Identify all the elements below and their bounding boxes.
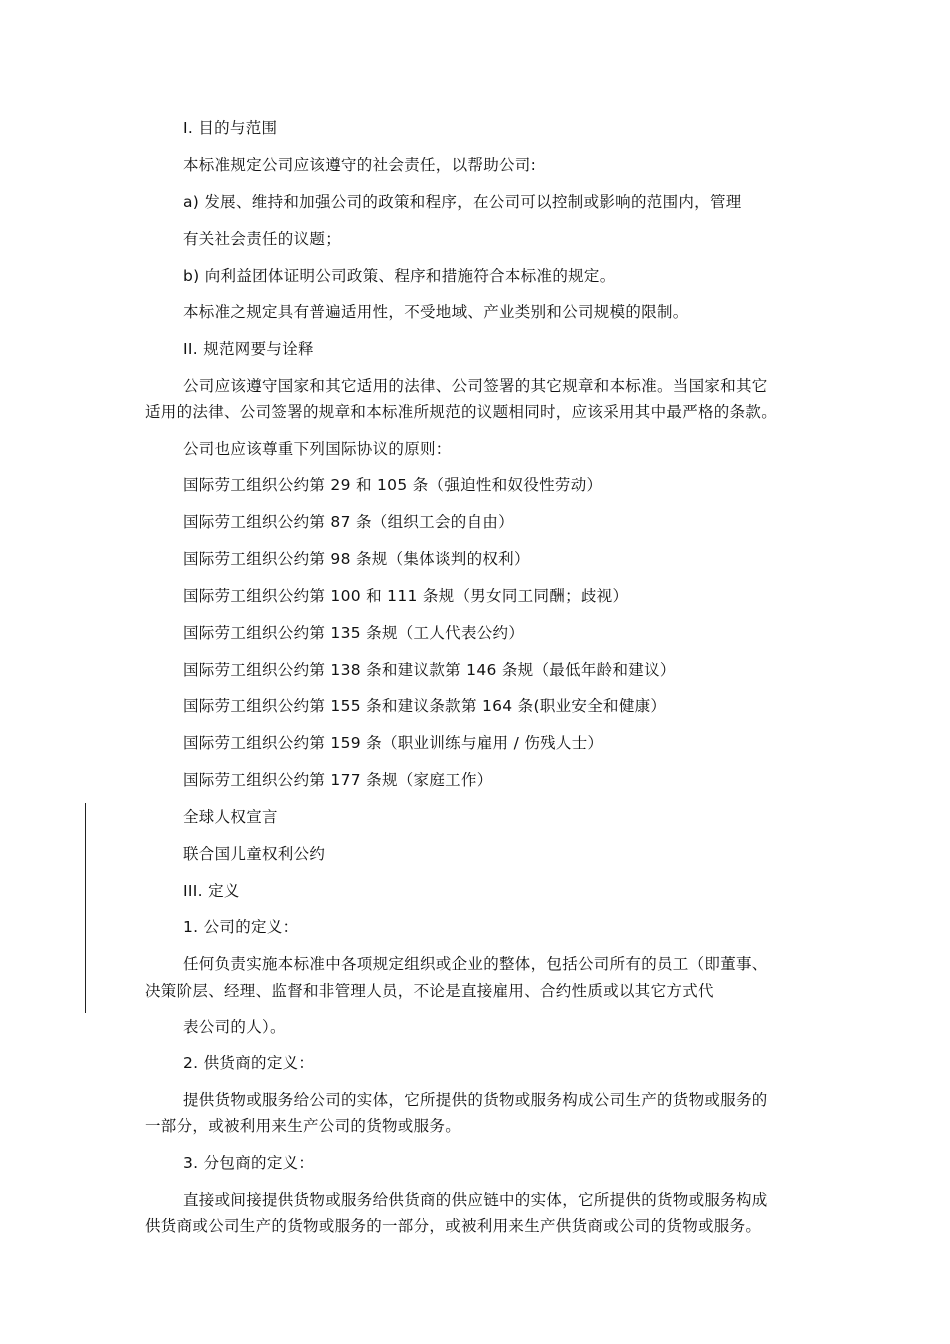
definition-heading: 1. 公司的定义： — [183, 918, 299, 936]
paragraph-line: 适用的法律、公司签署的规章和本标准所规范的议题相同时，应该采用其中最严格的条款。 — [145, 403, 778, 421]
list-item-a: a) 发展、维持和加强公司的政策和程序，在公司可以控制或影响的范围内，管理 — [183, 193, 742, 211]
convention-item: 联合国儿童权利公约 — [183, 845, 326, 863]
section-heading-norms: II. 规范网要与诠释 — [183, 340, 314, 358]
text-line: 本标准规定公司应该遵守的社会责任，以帮助公司: — [183, 156, 537, 174]
paragraph-line: 决策阶层、经理、监督和非管理人员，不论是直接雇用、合约性质或以其它方式代 — [145, 982, 714, 1000]
convention-item: 全球人权宣言 — [183, 808, 278, 826]
paragraph-line: 一部分，或被利用来生产公司的货物或服务。 — [145, 1117, 462, 1135]
definition-heading: 3. 分包商的定义： — [183, 1154, 315, 1172]
paragraph-line: 直接或间接提供货物或服务给供货商的供应链中的实体，它所提供的货物或服务构成 — [183, 1191, 768, 1209]
list-item-b: b) 向利益团体证明公司政策、程序和措施符合本标准的规定。 — [183, 267, 616, 285]
section-heading-definitions: III. 定义 — [183, 882, 240, 900]
paragraph-line: 表公司的人）。 — [183, 1018, 286, 1036]
paragraph-line: 任何负责实施本标准中各项规定组织或企业的整体，包括公司所有的员工（即董事、 — [183, 955, 768, 973]
convention-item: 国际劳工组织公约第 177 条规（家庭工作） — [183, 771, 493, 789]
paragraph-line: 供货商或公司生产的货物或服务的一部分，或被利用来生产供货商或公司的货物或服务。 — [145, 1217, 762, 1235]
convention-item: 国际劳工组织公约第 159 条（职业训练与雇用 / 伤残人士） — [183, 734, 604, 752]
convention-item: 国际劳工组织公约第 135 条规（工人代表公约） — [183, 624, 525, 642]
convention-item: 国际劳工组织公约第 100 和 111 条规（男女同工同酬；歧视） — [183, 587, 629, 605]
revision-bar — [85, 803, 86, 1013]
section-heading-purpose: I. 目的与范围 — [183, 119, 278, 137]
text-line: 公司也应该尊重下列国际协议的原则： — [183, 440, 452, 458]
convention-item: 国际劳工组织公约第 98 条规（集体谈判的权利） — [183, 550, 530, 568]
convention-item: 国际劳工组织公约第 29 和 105 条（强迫性和奴役性劳动） — [183, 476, 603, 494]
paragraph-line: 公司应该遵守国家和其它适用的法律、公司签署的其它规章和本标准。当国家和其它 — [183, 377, 768, 395]
convention-item: 国际劳工组织公约第 138 条和建议款第 146 条规（最低年龄和建议） — [183, 661, 676, 679]
paragraph-line: 提供货物或服务给公司的实体，它所提供的货物或服务构成公司生产的货物或服务的 — [183, 1091, 768, 1109]
text-line: 有关社会责任的议题； — [183, 230, 342, 248]
convention-item: 国际劳工组织公约第 155 条和建议条款第 164 条(职业安全和健康） — [183, 697, 667, 715]
definition-heading: 2. 供货商的定义： — [183, 1054, 315, 1072]
convention-item: 国际劳工组织公约第 87 条（组织工会的自由） — [183, 513, 514, 531]
text-line: 本标准之规定具有普遍适用性，不受地域、产业类别和公司规模的限制。 — [183, 303, 689, 321]
